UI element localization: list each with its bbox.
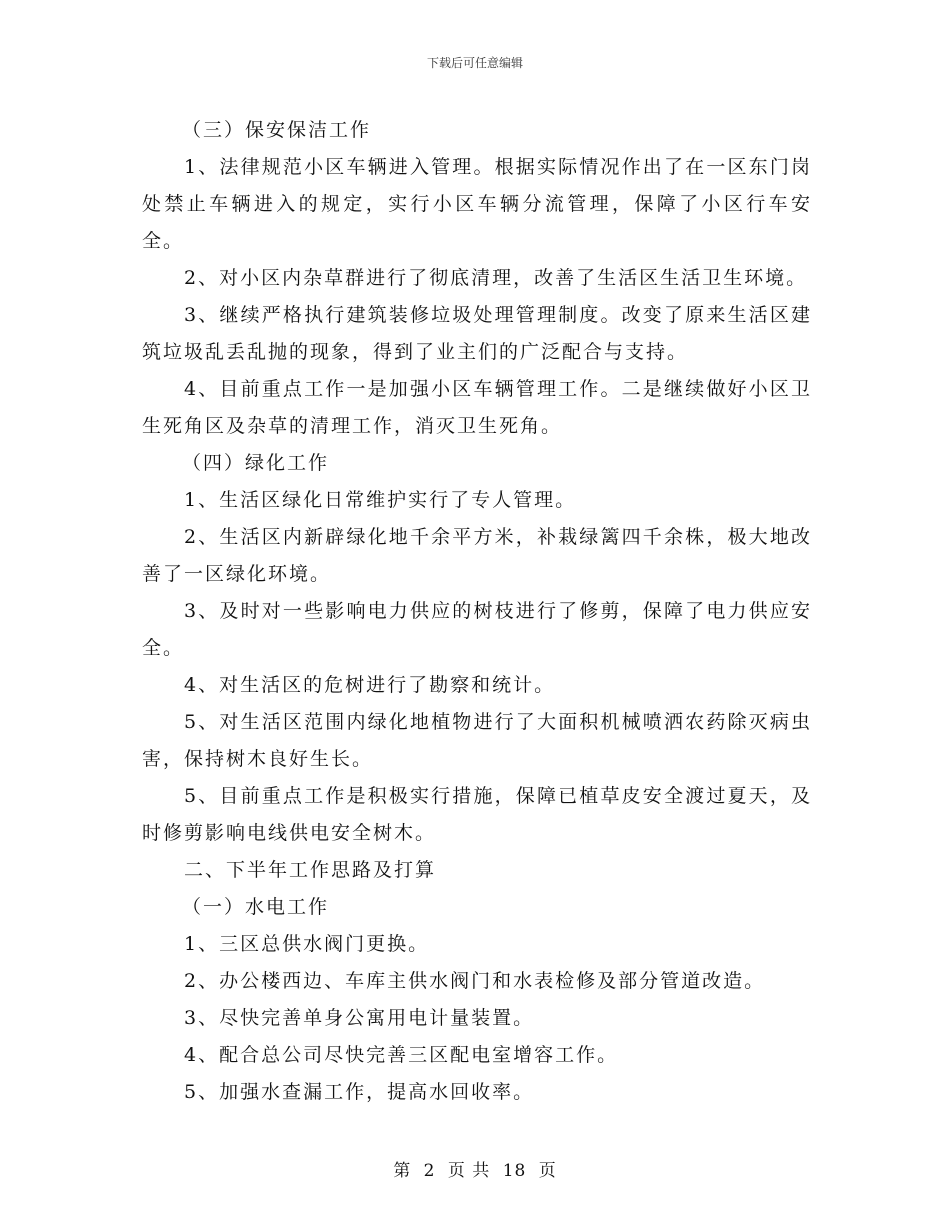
- paragraph: 5、加强水查漏工作，提高水回收率。: [184, 1081, 535, 1103]
- section-heading-water-electricity: （一）水电工作: [182, 896, 330, 918]
- document-body: [142, 112, 812, 1111]
- paragraph: 2、生活区内新辟绿化地千余平方米，补栽绿篱四千余株，极大地改善了一区绿化环境。: [142, 526, 812, 585]
- paragraph: 2、对小区内杂草群进行了彻底清理，改善了生活区生活卫生环境。: [184, 267, 808, 289]
- paragraph: 4、配合总公司尽快完善三区配电室增容工作。: [184, 1044, 619, 1066]
- footer-mid: 页 共: [447, 1161, 491, 1181]
- footer-suffix: 页: [538, 1161, 557, 1181]
- paragraph: 5、目前重点工作是积极实行措施，保障已植草皮安全渡过夏天，及时修剪影响电线供电安全树木。: [142, 785, 812, 844]
- paragraph: 1、三区总供水阀门更换。: [184, 933, 430, 955]
- paragraph: 3、及时对一些影响电力供应的树枝进行了修剪，保障了电力供应安全。: [142, 600, 812, 659]
- paragraph: 4、目前重点工作一是加强小区车辆管理工作。二是继续做好小区卫生死角区及杂草的清理工作，消灭卫生死角。: [142, 378, 812, 437]
- section-heading-greening: （四）绿化工作: [182, 452, 330, 474]
- paragraph: 2、办公楼西边、车库主供水阀门和水表检修及部分管道改造。: [184, 970, 766, 992]
- section-heading-second-half-plan: 二、下半年工作思路及打算: [184, 859, 437, 881]
- paragraph: 1、生活区绿化日常维护实行了专人管理。: [184, 489, 577, 511]
- page-footer: [0, 1156, 950, 1181]
- paragraph: 4、对生活区的危树进行了勘察和统计。: [184, 674, 556, 696]
- paragraph: 3、继续严格执行建筑装修垃圾处理管理制度。改变了原来生活区建筑垃圾乱丢乱抛的现象，得到了业主们的广泛配合与支持。: [142, 304, 812, 363]
- paragraph: 5、对生活区范围内绿化地植物进行了大面积机械喷洒农药除灭病虫害，保持树木良好生长。: [142, 711, 812, 770]
- section-heading-security-cleaning: （三）保安保洁工作: [182, 119, 372, 141]
- paragraph: 1、法律规范小区车辆进入管理。根据实际情况作出了在一区东门岗处禁止车辆进入的规定，实行小区车辆分流管理，保障了小区行车安全。: [142, 156, 812, 252]
- footer-prefix: 第: [393, 1161, 412, 1181]
- page-header: 下载后可任意编辑: [426, 56, 523, 70]
- paragraph: 3、尽快完善单身公寓用电计量装置。: [184, 1007, 535, 1029]
- total-pages-number: 18: [502, 1161, 527, 1181]
- current-page-number: 2: [423, 1161, 436, 1181]
